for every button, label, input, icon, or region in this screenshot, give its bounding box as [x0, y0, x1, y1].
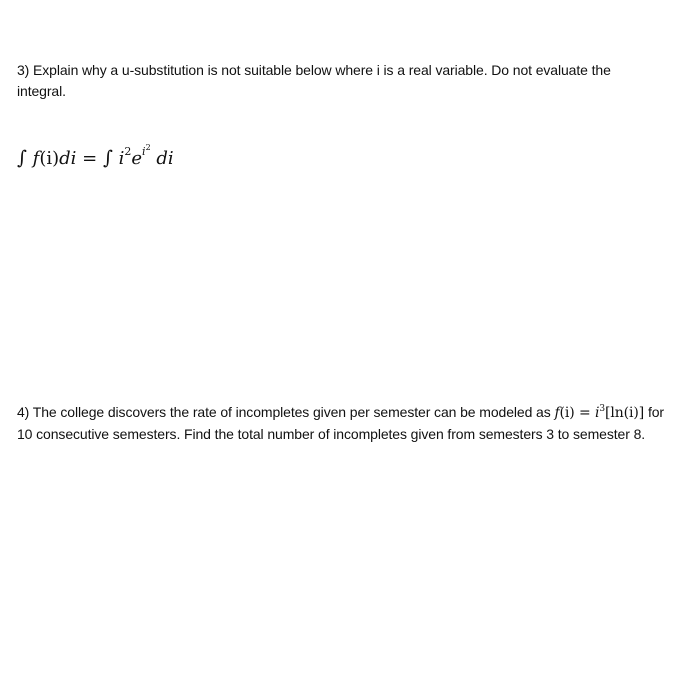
- function-argument: (i): [39, 148, 60, 169]
- question-4-text-after: for 10 consecutive semesters. Find the total number of incompletes given from semesters 3 to semester 8.: [17, 404, 664, 442]
- euler-e: e: [131, 148, 143, 169]
- equals-sign: =: [82, 148, 98, 169]
- q4-base-variable: i: [595, 405, 600, 421]
- question-4-text-before: 4) The college discovers the rate of incompletes given per semester can be modeled as: [17, 404, 555, 420]
- base-variable: i: [118, 148, 125, 169]
- question-4-formula: [554, 405, 644, 421]
- differential-left: di: [59, 148, 77, 169]
- question-4-text: [17, 402, 677, 445]
- q4-function-argument: (i): [559, 405, 575, 421]
- integral-sign-right: ∫: [102, 147, 113, 169]
- question-3-text: 3) Explain why a u-substitution is not suitable below where i is a real variable. Do not evaluate the integral.: [17, 62, 611, 99]
- function-f: f: [32, 148, 40, 169]
- euler-exponent: [142, 145, 151, 158]
- q4-log-bracket: [ln(i)]: [605, 405, 645, 421]
- q4-function-f: f: [554, 405, 560, 421]
- euler-exponent-power: 2: [145, 143, 151, 152]
- integral-sign-left: ∫: [17, 147, 27, 169]
- differential-right: di: [156, 148, 174, 169]
- q4-exponent: 3: [599, 404, 606, 414]
- q4-equals-sign: =: [579, 405, 591, 421]
- question-3-formula: [17, 143, 174, 171]
- euler-exponent-base: i: [142, 145, 146, 158]
- base-exponent: 2: [124, 145, 132, 158]
